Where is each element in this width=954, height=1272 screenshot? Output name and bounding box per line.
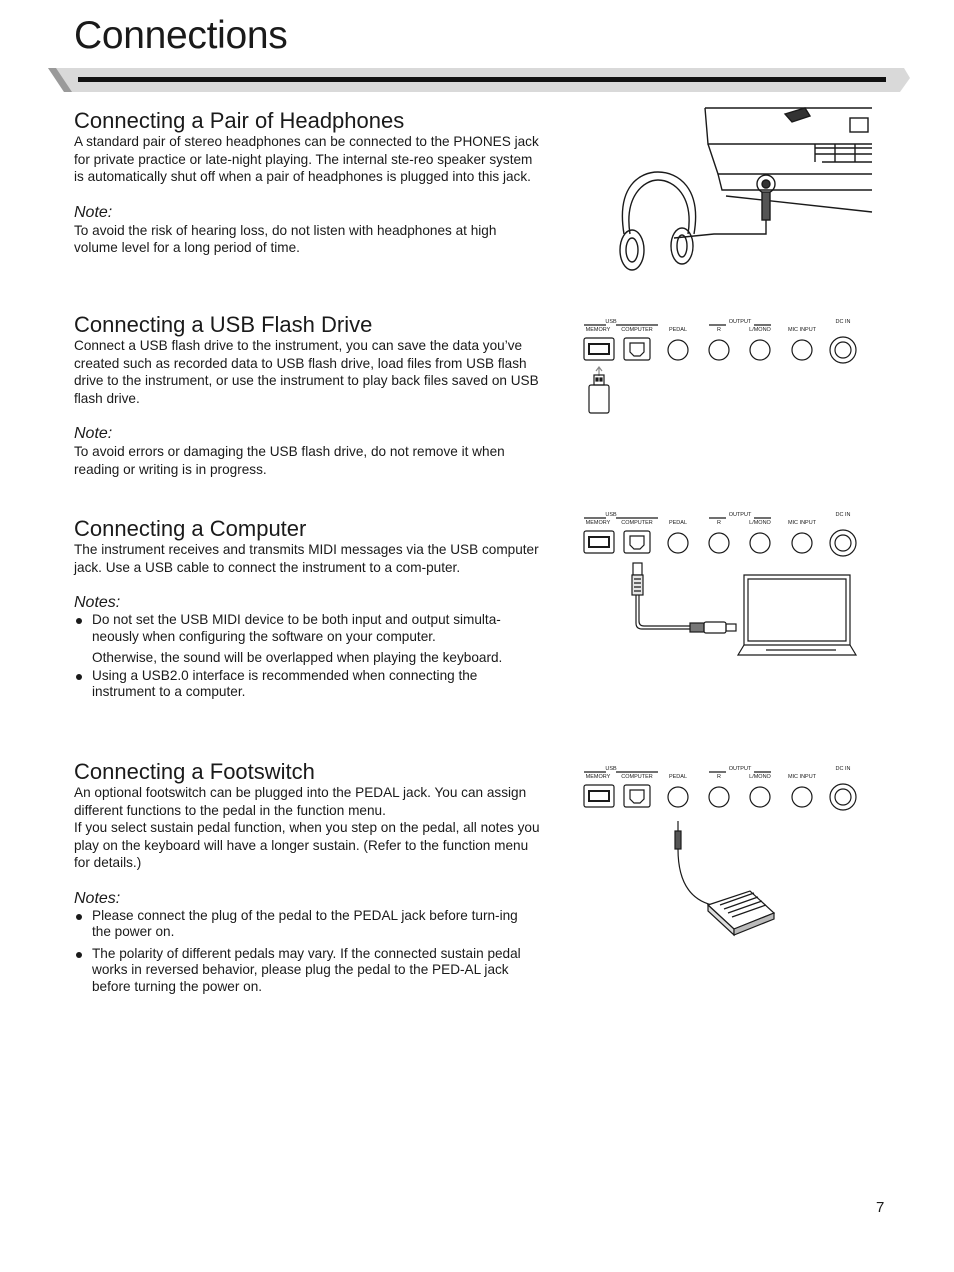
note-text: To avoid errors or damaging the USB flash drive, do not remove it when reading or writing is in progress. <box>74 444 505 477</box>
mic-input-label: MIC INPUT <box>787 327 817 333</box>
memory-label: MEMORY <box>585 327 611 333</box>
output-r-label: R <box>717 327 721 333</box>
pedal-label: PEDAL <box>668 327 688 333</box>
dc-in-label: DC IN <box>835 512 851 518</box>
page-number: 7 <box>876 1199 885 1216</box>
section-body: If you select sustain pedal function, when you step on the pedal, all notes you play on the keyboard will have a longer sustain. (Refer to the function menu for details.) <box>74 820 540 870</box>
memory-label: MEMORY <box>585 774 611 780</box>
note-bullet: Please connect the plug of the pedal to the PEDAL jack before turn-ing the power on. <box>74 908 540 941</box>
section-heading: Connecting a Pair of Headphones <box>74 108 405 133</box>
note-bullet: Do not set the USB MIDI device to be both input and output simulta-neously when configuring the software on your computer. <box>74 612 540 645</box>
computer-label: COMPUTER <box>621 774 653 780</box>
note-continuation: Otherwise, the sound will be overlapped when playing the keyboard. <box>92 650 503 665</box>
usb-flash-drive-figure <box>578 312 868 422</box>
section-computer <box>74 517 540 706</box>
title-underline-bar <box>44 64 912 96</box>
dc-in-label: DC IN <box>835 766 851 772</box>
output-l-mono-label: L/MONO <box>749 774 771 780</box>
notes-label: Notes: <box>74 594 121 611</box>
page-title: Connections <box>74 14 288 57</box>
note-text: To avoid the risk of hearing loss, do not listen with headphones at high volume level for a long period of time. <box>74 222 497 255</box>
mic-input-label: MIC INPUT <box>787 520 817 526</box>
note-bullet: The polarity of different pedals may vary. If the connected sustain pedal works in reversed behavior, please plug the pedal to the PED-AL jack before turning the power on. <box>74 946 540 996</box>
section-body: An optional footswitch can be plugged into the PEDAL jack. You can assign different functions to the pedal in the function menu. <box>74 785 527 818</box>
computer-connection-figure <box>578 505 868 665</box>
note-label: Note: <box>74 425 113 442</box>
pedal-label: PEDAL <box>668 520 688 526</box>
output-r-label: R <box>717 520 721 526</box>
footswitch-figure <box>578 759 868 954</box>
usb-group-label: USB <box>605 319 617 325</box>
section-usb-flash-drive <box>74 313 540 478</box>
section-footswitch <box>74 760 540 1000</box>
section-body: The instrument receives and transmits MIDI messages via the USB computer jack. Use a USB cable to connect the instrument to a com-puter. <box>74 542 539 575</box>
note-label: Note: <box>74 203 113 221</box>
mic-input-label: MIC INPUT <box>787 774 817 780</box>
section-heading: Connecting a USB Flash Drive <box>74 312 373 337</box>
computer-label: COMPUTER <box>621 327 653 333</box>
notes-list <box>74 908 540 996</box>
output-l-mono-label: L/MONO <box>749 520 771 526</box>
section-body: A standard pair of stereo headphones can be connected to the PHONES jack for private practice or late-night playing. The internal ste-reo speaker system is automatically shut off when a pair of headphones is plugged into this jack. <box>74 134 539 184</box>
pedal-label: PEDAL <box>668 774 688 780</box>
computer-label: COMPUTER <box>621 520 653 526</box>
dc-in-label: DC IN <box>835 319 851 325</box>
usb-group-label: USB <box>605 766 617 772</box>
section-body: Connect a USB flash drive to the instrument, you can save the data you’ve created such as recorded data to USB flash drive, load files from USB flash drive to the instrument, or use the instrument to play back files saved on USB flash drive. <box>74 338 539 406</box>
notes-list <box>74 668 540 701</box>
section-headphones <box>74 109 540 257</box>
output-group-label: OUTPUT <box>728 512 752 518</box>
headphones-figure <box>610 104 878 274</box>
output-r-label: R <box>717 774 721 780</box>
section-heading: Connecting a Computer <box>74 516 307 541</box>
note-bullet: Using a USB2.0 interface is recommended when connecting the instrument to a computer. <box>74 668 540 701</box>
memory-label: MEMORY <box>585 520 611 526</box>
output-group-label: OUTPUT <box>728 766 752 772</box>
notes-list <box>74 612 540 645</box>
notes-label: Notes: <box>74 889 121 907</box>
output-l-mono-label: L/MONO <box>749 327 771 333</box>
output-group-label: OUTPUT <box>728 319 752 325</box>
usb-group-label: USB <box>605 512 617 518</box>
section-heading: Connecting a Footswitch <box>74 759 315 784</box>
